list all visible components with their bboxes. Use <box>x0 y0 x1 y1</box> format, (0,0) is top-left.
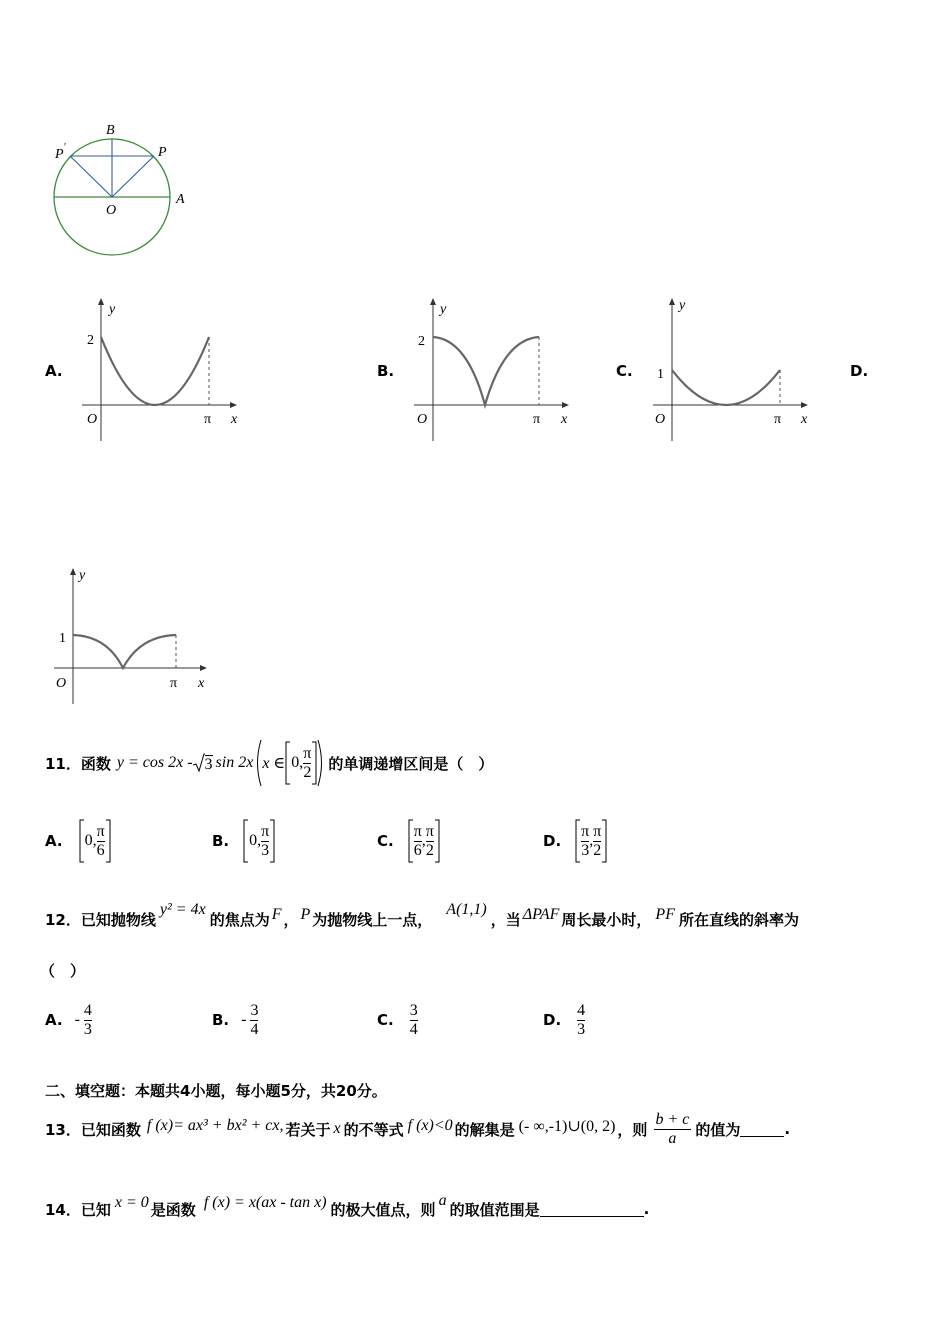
y-axis-label: y <box>79 568 86 583</box>
option-fraction <box>250 1002 258 1039</box>
question-14 <box>45 1192 649 1226</box>
q13-end: . <box>784 1120 791 1138</box>
q12-text-3: ， <box>283 910 299 929</box>
q14-text-3: 的极大值点，则 <box>330 1200 436 1219</box>
option-sign: - <box>241 1011 247 1028</box>
x-axis-label: x <box>198 676 205 691</box>
solution-set: (- ∞,-1)∪(0, 2) <box>518 1118 616 1135</box>
denominator: 4 <box>409 1020 418 1038</box>
curve <box>433 337 539 405</box>
option-sign: - <box>74 1011 80 1028</box>
q14-text-2: 是函数 <box>150 1200 196 1219</box>
x-arrow-icon <box>200 665 207 671</box>
option-letter: B. <box>212 832 230 850</box>
q11-option-b[interactable] <box>212 816 275 866</box>
x-axis-label: x <box>801 412 808 427</box>
ratio-fraction <box>655 1111 689 1148</box>
option-fraction-1 <box>581 823 589 860</box>
y-tick-label: 2 <box>87 333 94 348</box>
q13-text-2: 若关于 <box>285 1120 331 1139</box>
big-left-paren-icon <box>253 739 262 787</box>
focus-f: F <box>271 906 282 923</box>
y-arrow-icon <box>70 568 76 575</box>
y-arrow-icon <box>98 298 104 305</box>
q13-text-1: 已知函数 <box>80 1120 141 1139</box>
option-a-label: A. <box>45 362 63 380</box>
radius-op-prime <box>70 156 112 197</box>
option-fraction-2 <box>593 823 601 860</box>
domain-fraction <box>303 745 311 782</box>
denominator: 3 <box>83 1020 92 1038</box>
q11-option-c[interactable] <box>377 816 440 866</box>
x-tick-label: π <box>774 412 782 427</box>
param-a: a <box>438 1192 447 1209</box>
q12-option-b[interactable] <box>212 996 258 1044</box>
q12-text-6: 周长最小时， <box>561 910 652 929</box>
option-d-label: D. <box>850 362 869 380</box>
right-bracket-icon <box>269 819 275 863</box>
option-fraction <box>261 823 269 860</box>
denominator: 2 <box>593 841 602 859</box>
numerator: π <box>581 822 590 840</box>
label-o: O <box>106 203 117 218</box>
domain-zero: 0, <box>291 754 304 771</box>
domain-two: 2 <box>303 763 312 781</box>
option-fraction <box>577 1002 585 1039</box>
q12-text-2: 的焦点为 <box>209 910 270 929</box>
y-tick-label: 1 <box>657 367 664 382</box>
option-left: 0, <box>84 832 97 849</box>
option-letter: B. <box>212 1011 230 1029</box>
option-letter: D. <box>543 832 562 850</box>
denominator: 3 <box>577 1020 586 1038</box>
function-definition: f (x) = x(ax - tan x) <box>203 1194 327 1211</box>
numerator: π <box>413 822 422 840</box>
y-arrow-icon <box>669 298 675 305</box>
x-equals-zero: x = 0 <box>114 1194 149 1211</box>
origin-label: O <box>56 676 67 691</box>
q14-end: . <box>643 1200 650 1218</box>
denominator: 3 <box>581 841 590 859</box>
option-fraction-2 <box>426 823 434 860</box>
question-13 <box>45 1102 790 1156</box>
option-fraction <box>410 1002 418 1039</box>
parabola-equation: y² = 4x <box>159 901 206 918</box>
x-tick-label: π <box>204 412 212 427</box>
q12-option-d[interactable] <box>543 996 585 1044</box>
denominator: 6 <box>96 841 105 859</box>
y-axis-label: y <box>679 298 686 313</box>
origin-label: O <box>655 412 666 427</box>
option-letter: C. <box>377 1011 394 1029</box>
var-x: x <box>333 1120 341 1137</box>
right-bracket-icon <box>434 819 440 863</box>
sqrt-argument: 3 <box>204 756 213 773</box>
triangle-paf: ΔPAF <box>522 906 560 923</box>
right-bracket-icon <box>601 819 607 863</box>
function-definition: f (x)= ax³ + bx² + cx, <box>146 1117 284 1134</box>
formula-main: y = cos 2x - <box>116 754 193 771</box>
q11-option-d[interactable] <box>543 816 607 866</box>
q14-text-1: 已知 <box>80 1200 111 1219</box>
denominator: 3 <box>261 841 270 859</box>
x-axis-label: x <box>231 412 238 427</box>
comma: , <box>421 832 426 849</box>
q13-text-4: 的解集是 <box>454 1120 515 1139</box>
domain-pi: π <box>303 744 312 762</box>
option-letter: A. <box>45 1011 63 1029</box>
question-number: 14． <box>45 1200 81 1219</box>
denominator: a <box>668 1129 677 1147</box>
unit-circle-figure <box>40 115 210 265</box>
q12-paren: （ ） <box>40 962 86 980</box>
q12-text-4: 为抛物线上一点， <box>312 910 433 929</box>
point-a: A(1,1) <box>446 901 487 918</box>
numerator: 4 <box>577 1001 586 1019</box>
q13-text-5: ，则 <box>617 1120 648 1139</box>
question-12 <box>45 902 799 936</box>
label-b: B <box>106 123 115 138</box>
numerator: π <box>593 822 602 840</box>
sqrt-sign-icon <box>193 753 205 773</box>
y-tick-label: 1 <box>59 631 66 646</box>
graph-option-d <box>52 562 222 712</box>
domain-x: x ∈ <box>262 755 286 772</box>
q13-text-3: 的不等式 <box>343 1120 404 1139</box>
section-title: 二、填空题：本题共4小题，每小题5分，共20分。 <box>45 1082 387 1100</box>
option-fraction-1 <box>414 823 422 860</box>
x-arrow-icon <box>562 402 569 408</box>
origin-label: O <box>417 412 428 427</box>
y-axis-label: y <box>440 302 447 317</box>
x-tick-label: π <box>170 676 178 691</box>
line-pf: PF <box>655 906 675 923</box>
question-number: 13． <box>45 1120 81 1139</box>
graph-option-b <box>412 295 582 445</box>
question-lead: 函数 <box>80 754 111 773</box>
numerator: π <box>425 822 434 840</box>
option-letter: C. <box>377 832 394 850</box>
answer-blank[interactable] <box>540 1202 644 1217</box>
comma: , <box>589 832 594 849</box>
curve <box>73 635 176 668</box>
sqrt-expression <box>193 753 213 773</box>
label-p-prime: P <box>55 147 64 162</box>
q14-text-4: 的取值范围是 <box>449 1200 540 1219</box>
q12-text-7: 所在直线的斜率为 <box>678 910 799 929</box>
x-arrow-icon <box>230 402 237 408</box>
curve <box>672 370 780 405</box>
graph-option-a <box>80 295 250 445</box>
curve <box>101 337 209 405</box>
q12-text-1: 已知抛物线 <box>80 910 156 929</box>
y-tick-label: 2 <box>418 334 425 349</box>
label-p: P <box>158 145 167 160</box>
numerator: π <box>96 822 105 840</box>
option-c-label: C. <box>616 362 633 380</box>
x-arrow-icon <box>801 402 808 408</box>
q12-option-a[interactable] <box>45 996 92 1044</box>
question-tail: 的单调递增区间是（ ） <box>328 754 494 773</box>
denominator: 2 <box>425 841 434 859</box>
numerator: 4 <box>83 1001 92 1019</box>
label-prime-mark: ′ <box>64 142 67 153</box>
answer-blank[interactable] <box>740 1122 784 1137</box>
option-b-label: B. <box>377 362 395 380</box>
formula-sin: sin 2x <box>215 754 254 771</box>
x-axis-label: x <box>561 412 568 427</box>
big-right-paren-icon <box>317 739 326 787</box>
origin-label: O <box>87 412 98 427</box>
q11-option-a[interactable] <box>45 816 111 866</box>
q13-text-6: 的值为 <box>695 1120 741 1139</box>
denominator: 4 <box>250 1020 259 1038</box>
option-left: 0, <box>249 832 262 849</box>
numerator: 3 <box>409 1001 418 1019</box>
option-letter: D. <box>543 1011 562 1029</box>
question-number: 11． <box>45 754 81 773</box>
x-tick-label: π <box>533 412 541 427</box>
option-letter: A. <box>45 832 63 850</box>
option-fraction <box>97 823 105 860</box>
y-arrow-icon <box>430 298 436 305</box>
question-11 <box>45 738 493 788</box>
graph-option-c <box>651 295 821 445</box>
numerator: b + c <box>655 1110 690 1128</box>
point-p: P <box>300 906 311 923</box>
numerator: 3 <box>250 1001 259 1019</box>
numerator: π <box>261 822 270 840</box>
denominator: 6 <box>413 841 422 859</box>
inequality: f (x)<0 <box>407 1117 453 1134</box>
q12-text-5: ，当 <box>490 910 521 929</box>
question-number: 12． <box>45 910 81 929</box>
label-a: A <box>176 192 185 207</box>
q12-option-c[interactable] <box>377 996 418 1044</box>
radius-op <box>112 156 154 197</box>
right-bracket-icon <box>105 819 111 863</box>
y-axis-label: y <box>109 302 116 317</box>
option-fraction <box>84 1002 92 1039</box>
